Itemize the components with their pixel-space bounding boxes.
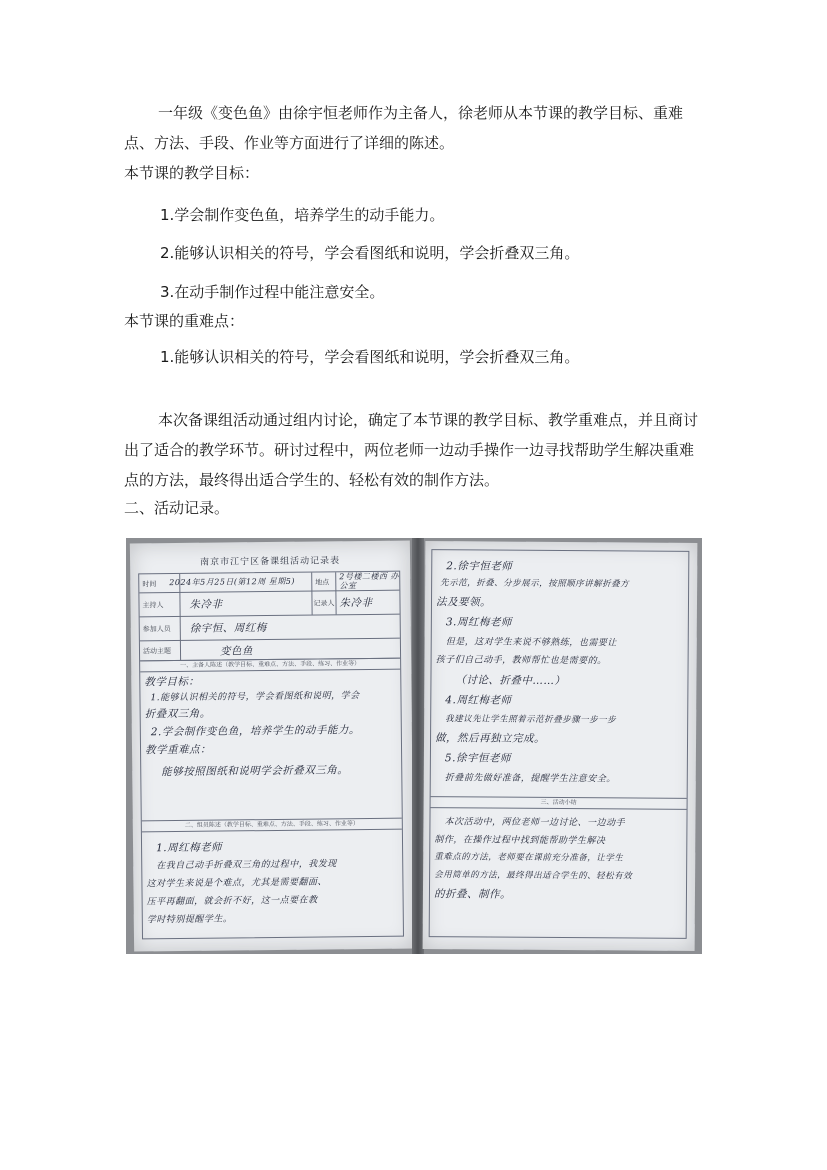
left-handwriting-line-5: 教学重难点： (144, 743, 212, 757)
theme-label: 活动主题 (142, 647, 172, 656)
recorder-value: 朱冷非 (339, 596, 373, 610)
section-bar-1: 一、主备人陈述（教学目标、重难点、方法、手段、练习、作业等） (140, 658, 400, 673)
left-handwriting-line-3: 折叠双三角。 (144, 707, 211, 721)
right-handwriting-line-3: 法及要领。 (435, 596, 492, 609)
key-points-heading: 本节课的重难点： (124, 312, 245, 330)
left-handwriting-line-10: 压平再翻面，就会折不好，这一点要在教 (146, 895, 318, 908)
host-label: 主持人 (142, 601, 164, 610)
time-label: 时间 (142, 580, 157, 589)
left-handwriting-line-6: 能够按照图纸和说明学会折叠双三角。 (161, 764, 349, 779)
theme-value: 变色鱼 (219, 645, 254, 658)
participants-label: 参加人员 (142, 625, 171, 634)
place-label: 地点 (315, 578, 330, 587)
record-sheet-title: 南京市江宁区备课组活动记录表 (200, 556, 341, 568)
right-handwriting-line-11: 5.徐宇恒老师 (444, 752, 511, 765)
goals-heading: 本节课的教学目标： (124, 164, 260, 182)
time-value: 2024年5月25日(第12周 星期5) (169, 576, 296, 588)
goal-item-2: 2.能够认识相关的符号，学会看图纸和说明，学会折叠双三角。 (160, 244, 580, 262)
right-handwriting-line-5: 但是，这对学生来说不够熟练，也需要让 (445, 637, 617, 649)
right-handwriting-line-13: 本次活动中，两位老师一边讨论、一边动手 (444, 817, 626, 829)
host-value: 朱冷非 (189, 598, 223, 611)
right-handwriting-line-15: 重难点的方法，老师要在课前充分准备，让学生 (434, 852, 624, 864)
section-two-heading: 二、活动记录。 (124, 499, 230, 517)
place-value: 2号楼二楼西 办公室 (339, 571, 399, 591)
left-handwriting-line-7: 1.周红梅老师 (156, 841, 223, 855)
right-handwriting-line-4: 3.周红梅老师 (445, 616, 512, 629)
goal-item-3: 3.在动手制作过程中能注意安全。 (160, 283, 385, 301)
right-handwriting-line-2: 先示范，折叠、分步展示，按照顺序讲解折叠方 (440, 578, 630, 590)
record-sheet-left (130, 541, 414, 952)
right-handwriting-line-17: 的折叠、制作。 (433, 888, 512, 901)
left-handwriting-line-8: 在我自己动手折叠双三角的过程中，我发现 (156, 859, 337, 872)
record-table-continued (429, 549, 690, 939)
record-table (138, 571, 404, 940)
left-handwriting-line-2: 1.能够认识相关的符号，学会看图纸和说明，学会 (150, 691, 360, 704)
right-handwriting-line-8: 4.周红梅老师 (445, 694, 512, 707)
right-handwriting-line-9: 我建议先让学生照着示范折叠步骤一步一步 (445, 714, 617, 726)
participants-value: 徐宇恒、周红梅 (189, 622, 267, 635)
record-sheet-right (423, 541, 698, 951)
right-handwriting-line-16: 会用简单的方法，最终得出适合学生的、轻松有效 (434, 870, 633, 882)
right-handwriting-line-1: 2.徐宇恒老师 (446, 560, 513, 573)
left-handwriting-line-4: 2.学会制作变色鱼，培养学生的动手能力。 (150, 724, 360, 739)
activity-record-photo (126, 538, 702, 954)
key-point-item-1: 1.能够认识相关的符号，学会看图纸和说明，学会折叠双三角。 (160, 348, 580, 366)
right-handwriting-line-12: 折叠前先做好准备，提醒学生注意安全。 (444, 773, 616, 785)
right-handwriting-line-7: （讨论、折叠中……） (455, 674, 566, 688)
recorder-label: 记录人 (313, 599, 335, 608)
goal-item-1: 1.学会制作变色鱼，培养学生的动手能力。 (160, 206, 445, 224)
right-handwriting-line-6: 孩子们自己动手，教师帮忙也是需要的。 (435, 655, 607, 667)
intro-paragraph: 一年级《变色鱼》由徐宇恒老师作为主备人，徐老师从本节课的教学目标、重难点、方法、手段、作业等方面进行了详细的陈述。 (124, 104, 684, 152)
right-handwriting-line-14: 制作，在操作过程中找到能帮助学生解决 (434, 835, 606, 847)
section-bar-2: 二、组员陈述（教学目标、重难点、方法、手段、练习、作业等） (142, 818, 402, 833)
left-handwriting-line-11: 学时特别提醒学生。 (146, 914, 233, 926)
right-handwriting-line-10: 做，然后再独立完成。 (435, 732, 546, 745)
section-bar-3: 三、活动小结 (431, 796, 687, 810)
left-handwriting-line-1: 教学目标： (144, 675, 200, 689)
summary-paragraph: 本次备课组活动通过组内讨论，确定了本节课的教学目标、教学重难点，并且商讨出了适合的教学环节。研讨过程中，两位老师一边动手操作一边寻找帮助学生解决重难点的方法，最终得出适合学生的、轻松有效的制作方法。 (124, 411, 699, 489)
left-handwriting-line-9: 这对学生来说是个难点，尤其是需要翻面、 (146, 877, 327, 890)
